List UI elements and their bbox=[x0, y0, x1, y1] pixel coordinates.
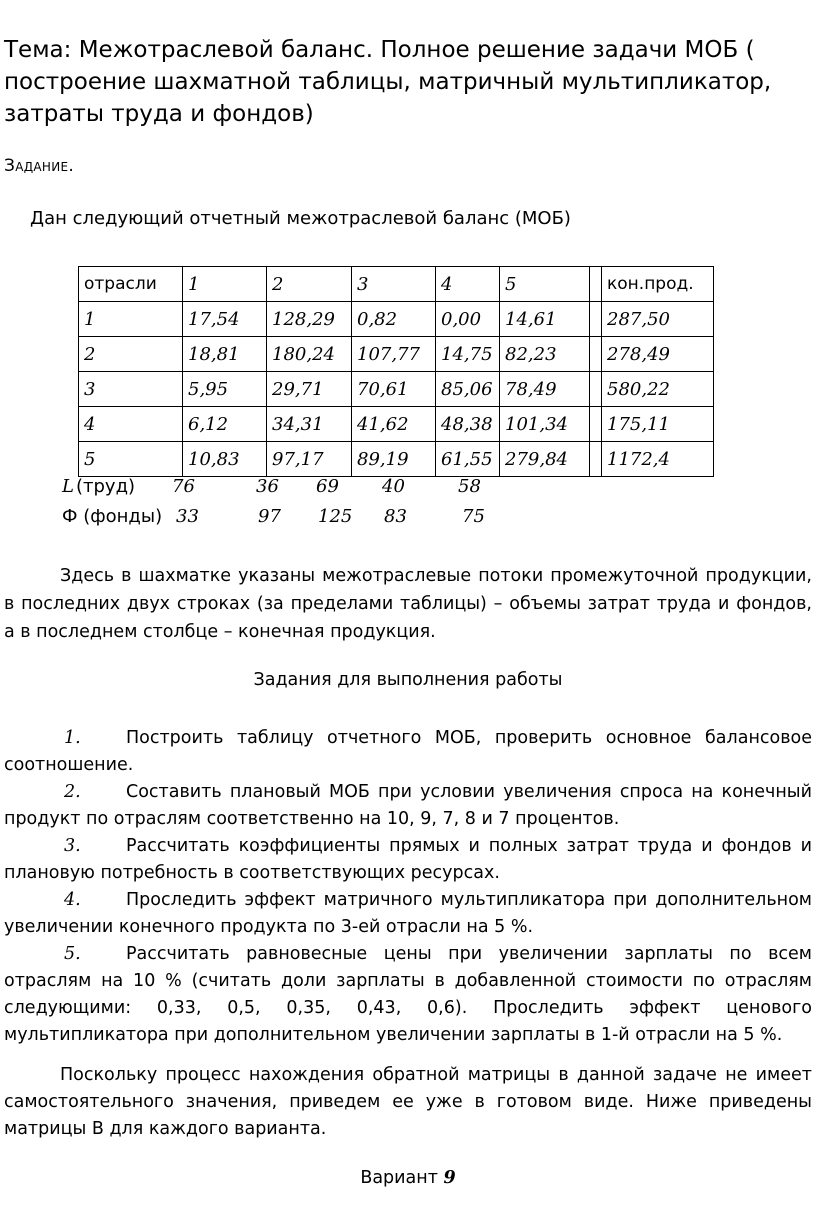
table-row bbox=[79, 372, 714, 407]
table-cell: 1 bbox=[79, 302, 183, 337]
task-number: 4. bbox=[64, 890, 81, 910]
table-cell: отрасли bbox=[79, 267, 183, 302]
table-row bbox=[79, 442, 714, 477]
table-cell: 85,06 bbox=[436, 372, 500, 407]
intro-text: Дан следующий отчетный межотраслевой баланс (МОБ) bbox=[30, 208, 571, 229]
table-cell: 61,55 bbox=[436, 442, 500, 477]
table-cell: 2 bbox=[79, 337, 183, 372]
task-text: Рассчитать коэффициенты прямых и полных затрат труда и фондов и плановую потребность в соответствующих ресурсах. bbox=[4, 836, 812, 883]
table-cell: 17,54 bbox=[183, 302, 267, 337]
table-cell: 3 bbox=[352, 267, 436, 302]
table-cell: 101,34 bbox=[500, 407, 590, 442]
table-cell: 14,75 bbox=[436, 337, 500, 372]
table-cell: 107,77 bbox=[352, 337, 436, 372]
page-title: Тема: Межотраслевой баланс. Полное решение задачи МОБ ( построение шахматной таблицы, матричный мультипликатор, затраты труда и фондов) bbox=[4, 37, 772, 127]
table-cell: 279,84 bbox=[500, 442, 590, 477]
task-number: 1. bbox=[64, 728, 81, 748]
task-text: Рассчитать равновесные цены при увеличении зарплаты по всем отраслям на 10 % (считать доли зарплаты в добавленной стоимости по отраслям следующими: 0,33, 0,5, 0,35, 0,43, 0,6). Проследить эффект ценового мультипликатора при дополнительном увеличении зарплаты в 1-й отрасли на 5 %. bbox=[4, 944, 812, 1045]
task-text: Проследить эффект матричного мультипликатора при дополнительном увеличении конечного продукта по 3-ей отрасли на 5 %. bbox=[4, 890, 812, 937]
table-cell: 180,24 bbox=[267, 337, 352, 372]
task-list bbox=[4, 725, 812, 1049]
table-cell: 48,38 bbox=[436, 407, 500, 442]
table-cell bbox=[590, 442, 602, 477]
table-cell: 10,83 bbox=[183, 442, 267, 477]
table-cell: 97,17 bbox=[267, 442, 352, 477]
table-header-row bbox=[79, 267, 714, 302]
table-cell: 82,23 bbox=[500, 337, 590, 372]
table-cell: 0,00 bbox=[436, 302, 500, 337]
table-cell bbox=[590, 337, 602, 372]
list-item bbox=[4, 833, 812, 887]
table-cell: 5,95 bbox=[183, 372, 267, 407]
task-text: Составить плановый МОБ при условии увеличения спроса на конечный продукт по отраслям соответственно на 10, 9, 7, 8 и 7 процентов. bbox=[4, 782, 812, 829]
funds-label: Ф (фонды) bbox=[62, 506, 163, 527]
table-row bbox=[79, 407, 714, 442]
table-cell: 18,81 bbox=[183, 337, 267, 372]
variant-heading bbox=[0, 1168, 816, 1188]
table-cell bbox=[590, 372, 602, 407]
closing-paragraph: Поскольку процесс нахождения обратной матрицы в данной задаче не имеет самостоятельного значения, приведем ее уже в готовом виде. Ниже приведены матрицы В для каждого варианта. bbox=[4, 1065, 812, 1139]
table-cell: 34,31 bbox=[267, 407, 352, 442]
list-item bbox=[4, 941, 812, 1049]
funds-value: 75 bbox=[462, 506, 485, 527]
table-cell: 1 bbox=[183, 267, 267, 302]
table-cell bbox=[590, 267, 602, 302]
table-cell: 2 bbox=[267, 267, 352, 302]
list-item bbox=[4, 725, 812, 779]
table-cell bbox=[590, 407, 602, 442]
table-cell: 287,50 bbox=[602, 302, 714, 337]
funds-value: 97 bbox=[258, 506, 281, 527]
task-number: 3. bbox=[64, 836, 81, 856]
table-cell: 4 bbox=[436, 267, 500, 302]
labor-value: 36 bbox=[256, 476, 279, 497]
funds-value: 83 bbox=[384, 506, 407, 527]
table-cell: 29,71 bbox=[267, 372, 352, 407]
table-cell: 5 bbox=[79, 442, 183, 477]
funds-value: 125 bbox=[318, 506, 353, 527]
table-cell: 6,12 bbox=[183, 407, 267, 442]
balance-table bbox=[78, 266, 714, 477]
labor-value: 40 bbox=[382, 476, 405, 497]
table-cell: 278,49 bbox=[602, 337, 714, 372]
labor-value: 76 bbox=[172, 476, 195, 497]
table-cell bbox=[590, 302, 602, 337]
table-cell: 0,82 bbox=[352, 302, 436, 337]
explanation-paragraph: Здесь в шахматке указаны межотраслевые потоки промежуточной продукции, в последних двух строках (за пределами таблицы) – объемы затрат труда и фондов, а в последнем столбце – конечная продукция. bbox=[4, 566, 812, 642]
table-cell: кон.прод. bbox=[602, 267, 714, 302]
task-number: 2. bbox=[64, 782, 81, 802]
list-item bbox=[4, 887, 812, 941]
funds-value: 33 bbox=[176, 506, 199, 527]
list-item bbox=[4, 779, 812, 833]
table-cell: 580,22 bbox=[602, 372, 714, 407]
labor-label-letter: L bbox=[62, 476, 74, 497]
table-cell: 1172,4 bbox=[602, 442, 714, 477]
labor-value: 69 bbox=[316, 476, 339, 497]
table-row bbox=[79, 337, 714, 372]
table-cell: 78,49 bbox=[500, 372, 590, 407]
variant-number: 9 bbox=[443, 1168, 456, 1188]
section-label: Задание. bbox=[4, 156, 75, 176]
table-row bbox=[79, 302, 714, 337]
variant-label: Вариант bbox=[360, 1168, 438, 1188]
table-cell: 4 bbox=[79, 407, 183, 442]
table-cell: 89,19 bbox=[352, 442, 436, 477]
task-text: Построить таблицу отчетного МОБ, проверить основное балансовое соотношение. bbox=[4, 728, 812, 775]
table-cell: 41,62 bbox=[352, 407, 436, 442]
table-cell: 3 bbox=[79, 372, 183, 407]
tasks-heading: Задания для выполнения работы bbox=[253, 670, 563, 690]
task-number: 5. bbox=[64, 944, 81, 964]
table-cell: 5 bbox=[500, 267, 590, 302]
labor-value: 58 bbox=[458, 476, 481, 497]
table-cell: 14,61 bbox=[500, 302, 590, 337]
labor-label-text: (труд) bbox=[76, 476, 136, 497]
table-cell: 128,29 bbox=[267, 302, 352, 337]
table-cell: 175,11 bbox=[602, 407, 714, 442]
table-cell: 70,61 bbox=[352, 372, 436, 407]
